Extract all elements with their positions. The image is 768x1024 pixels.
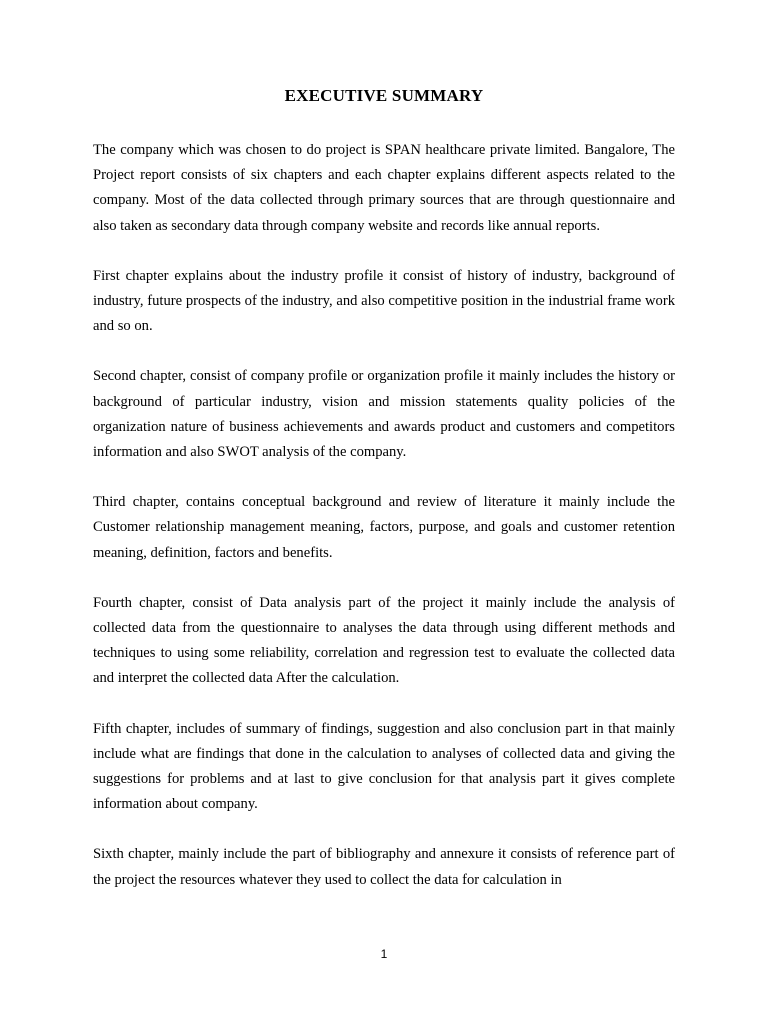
paragraph-fifth-chapter: Fifth chapter, includes of summary of findings, suggestion and also conclusion part in that mainly include what are findings that done in the calculation to analyses of collected data and giving the suggestions for problems and at last to give conclusion for that analysis part it gives complete information about company. — [93, 720, 675, 813]
document-body — [93, 138, 675, 918]
paragraph-second-chapter: Second chapter, consist of company profile or organization profile it mainly includes the history or background of particular industry, vision and mission statements quality policies of the organization nature of business achievements and awards product and customers and competitors information and also SWOT analysis of the company. — [93, 368, 675, 461]
paragraph-fourth-chapter: Fourth chapter, consist of Data analysis part of the project it mainly include the analysis of collected data from the questionnaire to analyses the data through using different methods and techniques to using some reliability, correlation and regression test to evaluate the collected data and interpret the collected data After the calculation. — [93, 594, 675, 687]
paragraph-intro: The company which was chosen to do project is SPAN healthcare private limited. Bangalore, The Project report consists of six chapters and each chapter explains different aspects related to the company. Most of the data collected through primary sources that are through questionnaire and also taken as secondary data through company website and records like annual reports. — [93, 142, 675, 234]
paragraph-third-chapter: Third chapter, contains conceptual background and review of literature it mainly include the Customer relationship management meaning, factors, purpose, and goals and customer retention meaning, definition, factors and benefits. — [93, 494, 675, 561]
page-title: EXECUTIVE SUMMARY — [284, 86, 484, 105]
paragraph-sixth-chapter: Sixth chapter, mainly include the part of bibliography and annexure it consists of reference part of the project the resources whatever they used to collect the data for calculation in — [93, 846, 675, 888]
paragraph-first-chapter: First chapter explains about the industry profile it consist of history of industry, background of industry, future prospects of the industry, and also competitive position in the industrial frame work and so on. — [93, 267, 675, 335]
page-number: 1 — [380, 947, 388, 961]
